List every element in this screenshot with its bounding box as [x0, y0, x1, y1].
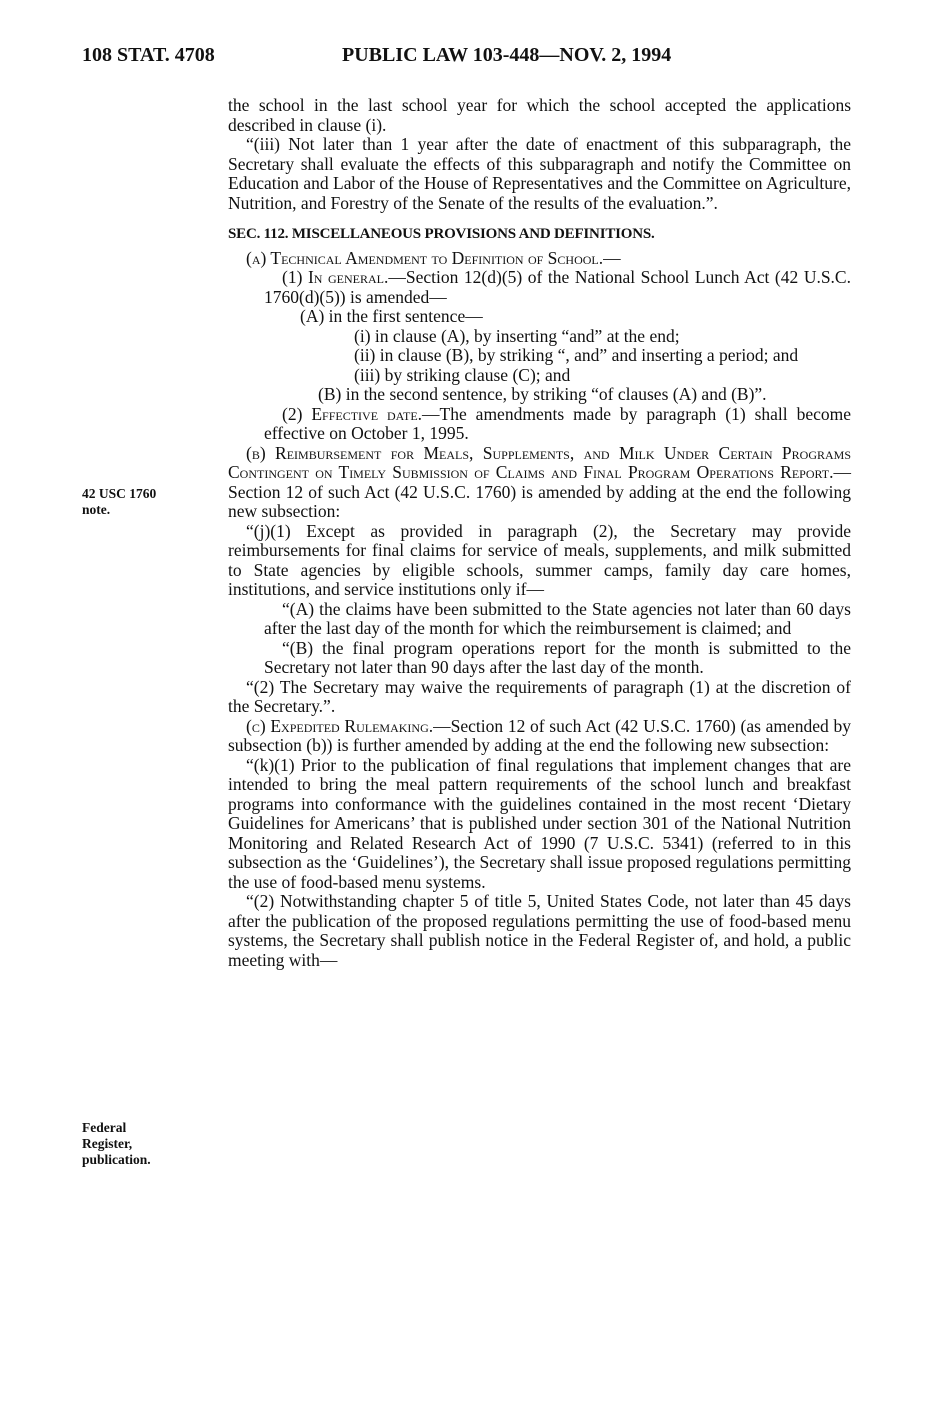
- subsection-a-heading: (a) Technical Amendment to Definition of School.—: [246, 247, 621, 268]
- clause-a-A: (A) in the first sentence—: [300, 306, 483, 326]
- subsection-k2: “(2) Notwithstanding chapter 5 of title 5, United States Code, not later than 45 days after the publication of the proposed regulations permitting the use of food-based menu systems, the Secretary shall publish notice in the Federal Register of, and hold, a public meeting with—: [228, 891, 851, 970]
- subsection-j-B: “(B) the final program operations report for the month is submitted to the Secretary not later than 90 days after the last day of the month.: [264, 637, 851, 677]
- stat-page-ref: 108 STAT. 4708: [82, 44, 215, 66]
- subsection-k1: “(k)(1) Prior to the publication of final regulations that implement changes that are intended to bring the meal pattern requirements of the school lunch and breakfast programs into conformance with the guidelines contained in the most recent ‘Dietary Guidelines for Americans’ that is published under section 301 of the National Nutrition Monitoring and Related Research Act of 1990 (7 U.S.C. 5341) (referred to in this subsection as the ‘Guidelines’), the Secretary shall issue proposed regulations permitting the use of food-based menu systems.: [228, 754, 851, 892]
- paragraph-a2: (2) Effective date.—The amendments made by paragraph (1) shall become effective on October 1, 1995.: [264, 403, 851, 443]
- clause-a-ii: (ii) in clause (B), by striking “, and” and inserting a period; and: [354, 345, 799, 365]
- subsection-j1: “(j)(1) Except as provided in paragraph (2), the Secretary may provide reimbursements for final claims for service of meals, supplements, and milk submitted to State agencies by eligible schools, summer camps, family day care homes, institutions, and service institutions only if—: [228, 520, 851, 599]
- paragraph-a1: (1) In general.—Section 12(d)(5) of the National School Lunch Act (42 U.S.C. 1760(d)(5)) is amended—: [264, 267, 851, 307]
- margin-note-usc: 42 USC 1760 note.: [82, 486, 157, 517]
- paragraph: “(iii) Not later than 1 year after the date of enactment of this subparagraph, the Secretary shall evaluate the effects of this subparagraph and notify the Committee on Education and Labor of the House of Representatives and the Committee on Agriculture, Nutrition, and Forestry of the Senate of the results of the evaluation.”.: [228, 134, 851, 213]
- clause-a-i: (i) in clause (A), by inserting “and” at the end;: [354, 325, 680, 346]
- paragraph: the school in the last school year for which the school accepted the applications described in clause (i).: [228, 95, 851, 135]
- public-law-title: PUBLIC LAW 103-448—NOV. 2, 1994: [342, 44, 672, 66]
- subsection-j2: “(2) The Secretary may waive the requirements of paragraph (1) at the discretion of the Secretary.”.: [228, 676, 851, 716]
- subsection-j-A: “(A) the claims have been submitted to the State agencies not later than 60 days after the last day of the month for which the reimbursement is claimed; and: [264, 598, 851, 638]
- margin-note-federal-register: Federal Register, publication.: [82, 1120, 151, 1167]
- page-header: [82, 44, 672, 67]
- statute-body: [228, 96, 851, 970]
- clause-a-iii: (iii) by striking clause (C); and: [354, 364, 571, 385]
- subsection-c: (c) Expedited Rulemaking.—Section 12 of such Act (42 U.S.C. 1760) (as amended by subsection (b)) is further amended by adding at the end the following new subsection:: [228, 715, 851, 755]
- clause-a-B: (B) in the second sentence, by striking “of clauses (A) and (B)”.: [318, 384, 767, 404]
- section-heading: SEC. 112. MISCELLANEOUS PROVISIONS AND DEFINITIONS.: [228, 226, 655, 242]
- subsection-b: (b) Reimbursement for Meals, Supplements, and Milk Under Certain Programs Contingent on Timely Submission of Claims and Final Program Operations Report.—Section 12 of such Act (42 U.S.C. 1760) is amended by adding at the end the following new subsection:: [228, 442, 851, 521]
